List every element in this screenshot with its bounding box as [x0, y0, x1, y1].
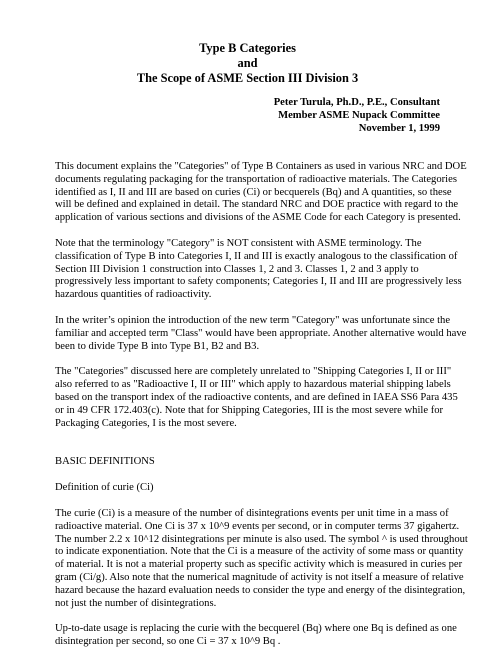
intro-paragraph	[55, 161, 467, 225]
text-line: classification of Type B into Categories I, II and III is exactly analogous to the classification of	[55, 250, 458, 262]
text-line: to indicate exponentiation. Note that the Ci is a measure of the activity of some mass or quantity	[55, 546, 464, 558]
shipping-categories-paragraph	[55, 366, 458, 430]
document-title	[0, 41, 495, 86]
text-line: gram (Ci/g). Also note that the numerical magnitude of activity is not itself a measure of relative	[55, 571, 464, 583]
terminology-paragraph	[55, 237, 462, 302]
text-line: The "Categories" discussed here are completely unrelated to "Shipping Categories I, II or III"	[55, 366, 452, 378]
text-line: not just the number of disintegrations.	[55, 597, 217, 609]
text-line: documents regulating packaging for the transportation of radioactive materials. The Categories	[55, 173, 457, 185]
text-line: The number 2.2 x 10^12 disintegrations per minute is also used. The symbol ^ is used throughout	[55, 533, 468, 545]
text-line: will be defined and explained in detail. The standard NRC and DOE practice with regard to the	[55, 199, 459, 211]
text-line: familiar and accepted term "Class" would have been appropriate. Another alternative would have	[55, 327, 467, 339]
text-line: also referred to as "Radioactive I, II or III" which apply to hazardous material shipping labels	[55, 379, 451, 391]
text-line: In the writer’s opinion the introduction of the new term "Category" was unfortunate since the	[55, 314, 451, 326]
document-body	[55, 161, 468, 662]
author-info	[274, 97, 440, 135]
text-line: Section III Division 1 construction into Classes 1, 2 and 3. Classes 1, 2 and 3 apply to	[55, 263, 419, 275]
author-affiliation: Member ASME Nupack Committee	[278, 109, 440, 121]
title-line: and	[237, 56, 258, 70]
text-line: progressively less important to safety components; Categories I, II and III are progressively less	[55, 276, 462, 288]
title-line: The Scope of ASME Section III Division 3	[136, 71, 359, 85]
text-line: Packaging Categories, I is the most severe.	[55, 417, 237, 429]
author-name: Peter Turula, Ph.D., P.E., Consultant	[273, 97, 440, 108]
text-line: Note that the terminology "Category" is NOT consistent with ASME terminology. The	[55, 237, 422, 249]
curie-definition-paragraph	[55, 507, 468, 610]
text-line: been to divide Type B into Type B1, B2 and B3.	[55, 340, 260, 352]
text-line: application of various sections and divisions of the ASME Code for each Category is presented.	[55, 212, 461, 224]
opinion-paragraph	[55, 314, 467, 353]
text-line: of material. It is not a material property such as specific activity which is measured in curies per	[55, 559, 463, 571]
text-line: identified as I, II and III are based on curies (Ci) or becquerels (Bq) and A quantities, so these	[55, 186, 452, 198]
text-line: This document explains the "Categories" of Type B Containers as used in various NRC and DOE	[55, 161, 467, 172]
title-line: Type B Categories	[199, 41, 296, 55]
text-line: hazard because the hazard evaluation needs to consider the type and energy of the disintegration,	[55, 584, 466, 596]
text-line: based on the transport index of the radioactive contents, and are defined in IAEA SS6 Para 435	[55, 391, 458, 403]
text-line: The curie (Ci) is a measure of the number of disintegrations events per unit time in a mass of	[55, 507, 449, 519]
text-line: radioactive material. One Ci is 37 x 10^9 events per second, or in computer terms 37 gigahertz.	[55, 520, 460, 532]
text-line: or in 49 CFR 172.403(c). Note that for Shipping Categories, III is the most severe while for	[55, 404, 444, 416]
becquerel-paragraph	[55, 623, 455, 649]
text-line: Up-to-date usage is replacing the curie with the becquerel (Bq) where one Bq is defined as one	[55, 623, 457, 635]
section-heading-basic-definitions: BASIC DEFINITIONS	[55, 456, 155, 468]
document-date: November 1, 1999	[358, 122, 440, 134]
subsection-heading-curie: Definition of curie (Ci)	[55, 482, 154, 494]
text-line: hazardous quantities of radioactivity.	[55, 289, 212, 301]
text-line: disintegration per second, so one Ci = 37 x 10^9 Bq .	[55, 636, 281, 648]
